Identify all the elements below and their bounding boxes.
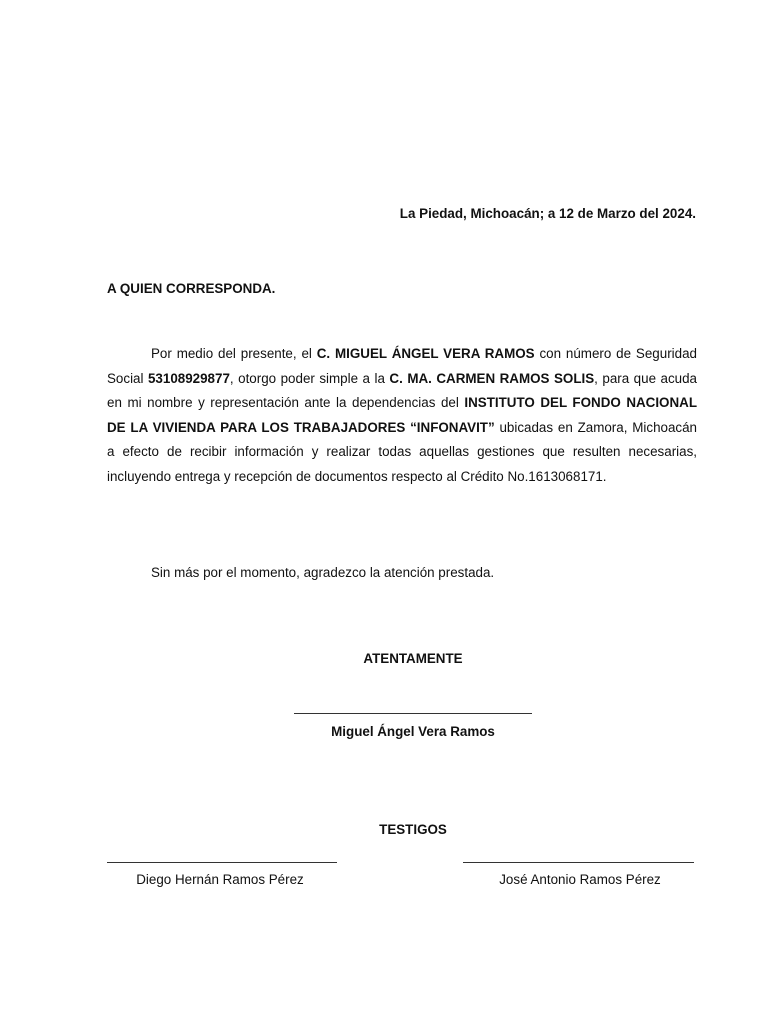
institution-name: INSTITUTO DEL FONDO NACIONAL DE LA VIVIENDA PARA LOS TRABAJADORES “INFONAVIT”: [107, 395, 697, 435]
sign-off: ATENTAMENTE: [363, 651, 463, 666]
signer-name: Miguel Ángel Vera Ramos: [331, 724, 495, 739]
witness-2-signature-line: [463, 862, 694, 863]
salutation: A QUIEN CORRESPONDA.: [107, 281, 276, 296]
closing-line: Sin más por el momento, agradezco la atención prestada.: [151, 565, 495, 580]
body-text-2: con número de Seguridad Social: [107, 346, 697, 386]
grantor-name: C. MIGUEL ÁNGEL VERA RAMOS: [316, 346, 535, 361]
signature-line: [294, 713, 532, 714]
witness-2-name: José Antonio Ramos Pérez: [499, 872, 661, 887]
letter-date: La Piedad, Michoacán; a 12 de Marzo del 2024.: [399, 206, 696, 221]
body-text-3: , otorgo poder simple a la: [229, 370, 390, 386]
body-text-4: , para que acuda en mi nombre y representación ante la dependencias del: [107, 370, 698, 410]
grantee-name: C. MA. CARMEN RAMOS SOLIS: [389, 370, 595, 386]
body-text-1: Por medio del presente, el: [151, 346, 317, 361]
social-security-number: 53108929877: [147, 370, 230, 386]
witness-1-name: Diego Hernán Ramos Pérez: [136, 872, 304, 887]
letter-body: [107, 342, 697, 489]
body-text-5: ubicadas en Zamora, Michoacán a efecto de recibir información y realizar todas aquellas gestiones que resulten necesarias, incluyendo entrega y recepción de documentos respecto al Crédito No.1613068171.: [107, 419, 697, 484]
witnesses-heading: TESTIGOS: [379, 822, 447, 837]
witness-1-signature-line: [107, 862, 337, 863]
